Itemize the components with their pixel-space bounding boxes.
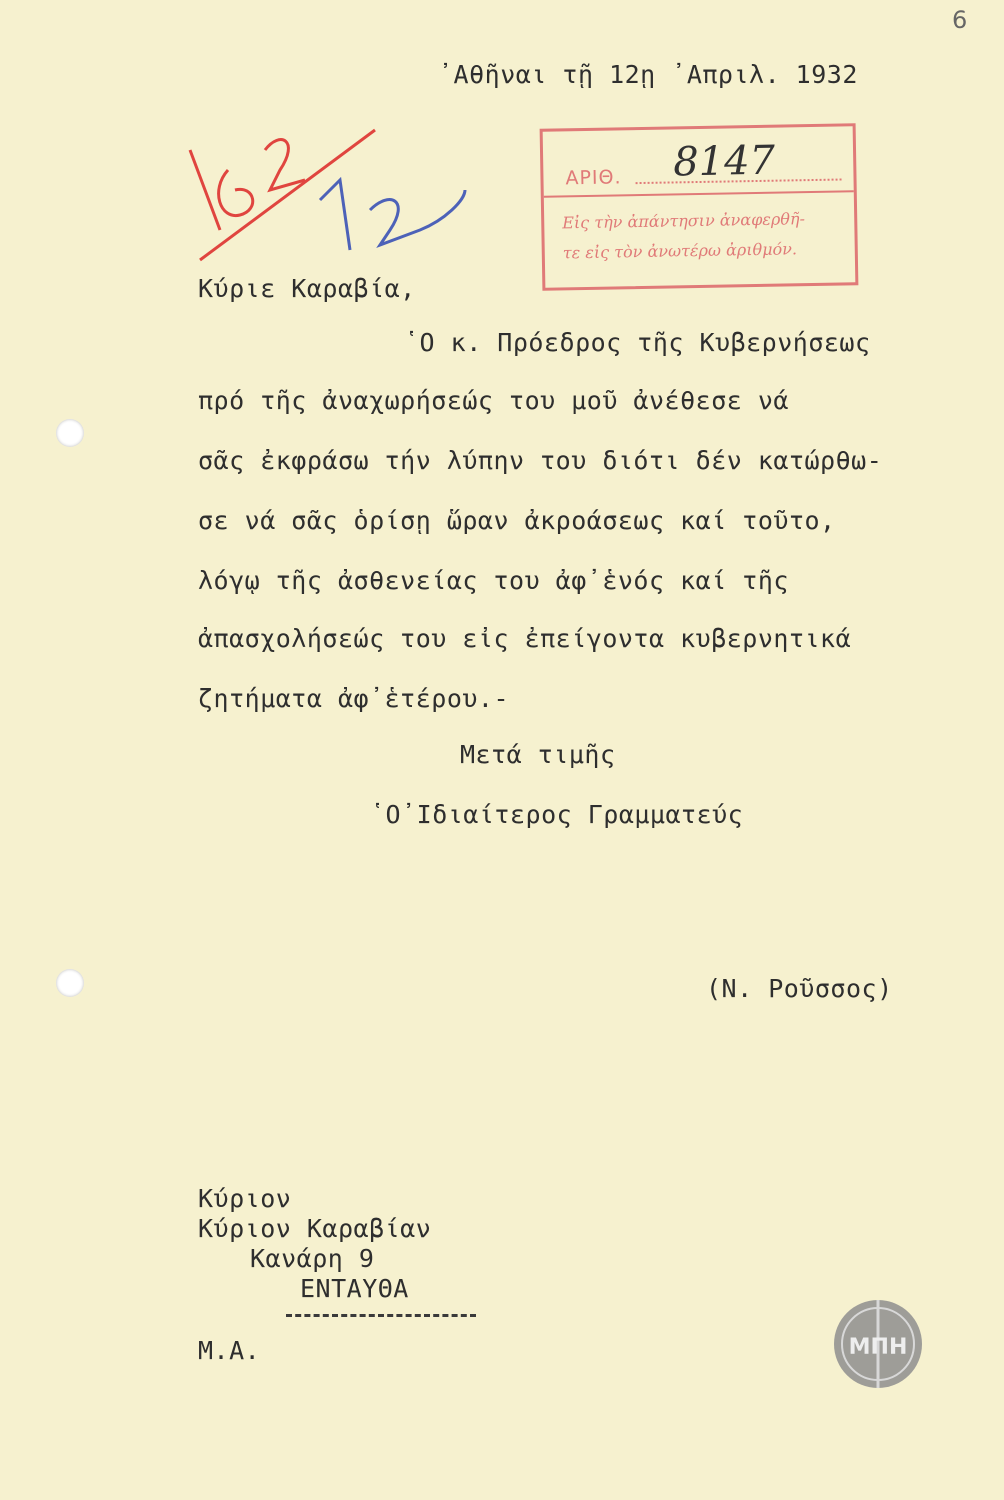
body-line: ἀπασχολήσεώς του εἰς ἐπείγοντα κυβερνητικά [198, 624, 852, 653]
salutation: Κύριε Καραβία, [198, 274, 416, 303]
registration-stamp [540, 123, 859, 290]
body-line: σᾶς ἐκφράσω τήν λύπην του διότι δέν κατώρθω- [198, 446, 883, 475]
body-line: ῾Ο κ. Πρόεδρος τῆς Κυβερνήσεως [404, 328, 871, 357]
address-line: ΕΝΤΑΥΘΑ [300, 1274, 409, 1303]
address-line: Κύριον Καραβίαν [198, 1214, 432, 1243]
stamp-divider [544, 190, 854, 197]
signer-title: ῾Ο᾿Ιδιαίτερος Γραμματεύς [370, 800, 744, 829]
page-number: 6 [952, 6, 968, 34]
stamp-label: ΑΡΙΘ. [565, 166, 622, 190]
svg-text:ΜΠΗ: ΜΠΗ [848, 1335, 908, 1360]
stamp-note-line-2: τε εἰς τὸν ἀνωτέρω ἀριθμόν. [562, 239, 798, 263]
typist-initials: Μ.Α. [198, 1336, 261, 1365]
date-line: ᾿Αθῆναι τῇ 12ῃ ᾿Απριλ. 1932 [438, 60, 858, 89]
body-line: σε νά σᾶς ὁρίσῃ ὥραν ἀκροάσεως καί τοῦτο, [198, 506, 836, 535]
archive-seal-logo [830, 1296, 926, 1392]
signer-name: (Ν. Ροῦσσος) [706, 974, 893, 1003]
closing: Μετά τιμῆς [460, 740, 616, 769]
address-line: Κανάρη 9 [250, 1244, 375, 1273]
stamp-note-line-1: Εἰς τὴν ἀπάντησιν ἀναφερθῆ- [562, 209, 806, 233]
stamp-number: 8147 [672, 137, 776, 186]
body-line: λόγῳ τῆς ἀσθενείας του ἀφ᾿ἑνός καί τῆς [198, 566, 789, 595]
handwritten-reference-marks [180, 110, 480, 280]
body-line: ζητήματα ἀφ᾿ἑτέρου.- [198, 684, 510, 713]
address-underline [286, 1314, 476, 1317]
body-line: πρό τῆς ἀναχωρήσεώς του μοῦ ἀνέθεσε νά [198, 386, 789, 415]
punch-hole-top [56, 419, 84, 447]
address-line: Κύριον [198, 1184, 292, 1213]
punch-hole-bottom [56, 969, 84, 997]
